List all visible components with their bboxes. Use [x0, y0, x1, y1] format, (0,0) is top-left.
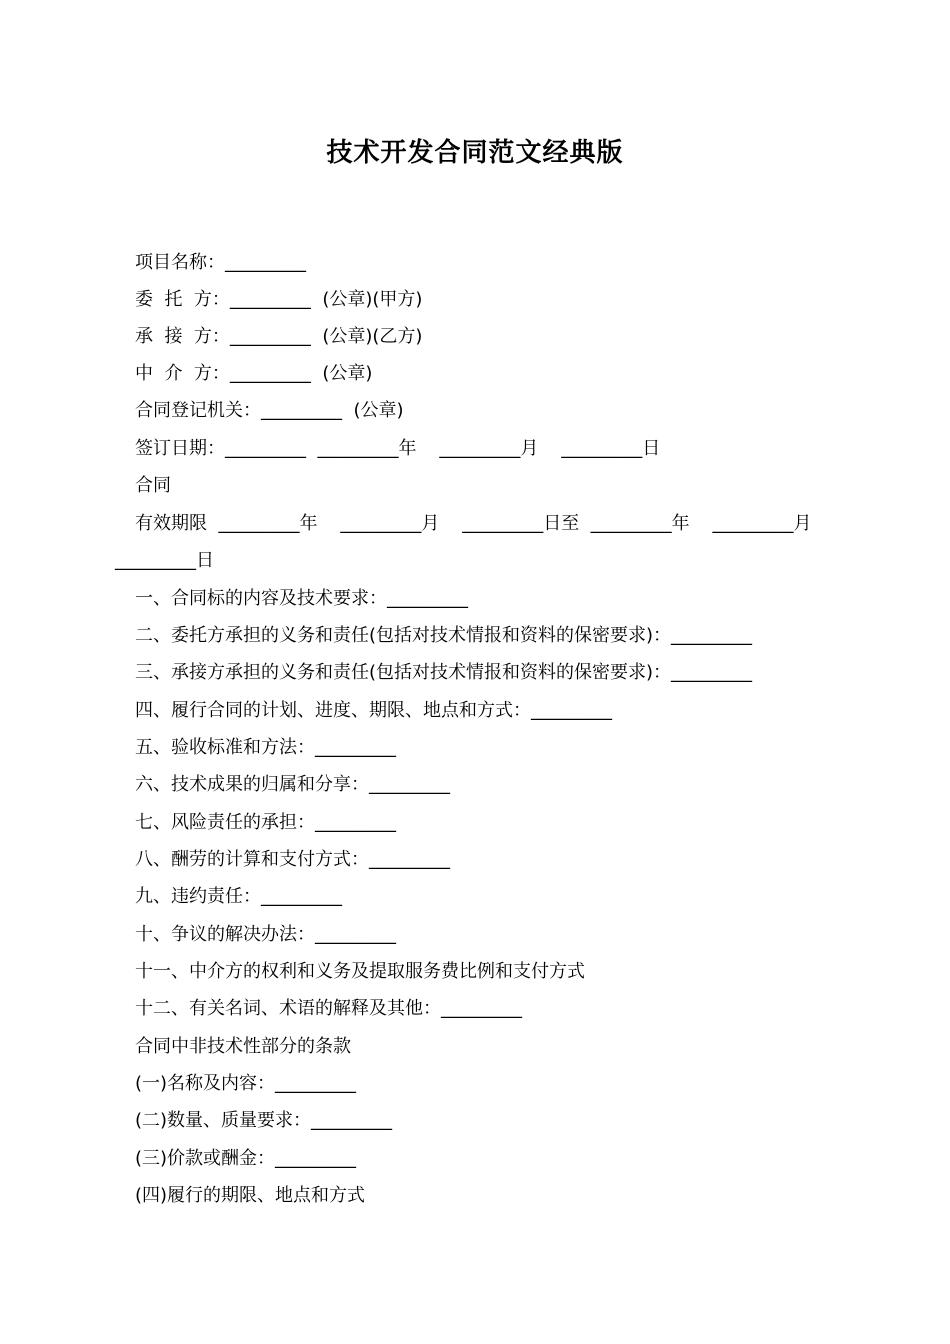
- clause-5: 五、验收标准和方法：_________: [135, 737, 396, 758]
- field-project-name: 项目名称：_________: [135, 252, 306, 273]
- clause-9: 九、违约责任：_________: [135, 886, 342, 907]
- clause-10: 十、争议的解决办法：_________: [135, 924, 396, 945]
- subclause-3: (三)价款或酬金：_________: [135, 1148, 357, 1169]
- field-contract-label: 合同: [135, 475, 171, 496]
- clause-2: 二、委托方承担的义务和责任(包括对技术情报和资料的保密要求)：_________: [135, 625, 753, 646]
- subclause-4: (四)履行的期限、地点和方式: [135, 1185, 366, 1206]
- clause-7: 七、风险责任的承担：_________: [135, 812, 396, 833]
- clause-6: 六、技术成果的归属和分享：_________: [135, 774, 450, 795]
- clause-8: 八、酬劳的计算和支付方式：_________: [135, 849, 450, 870]
- clause-11: 十一、中介方的权利和义务及提取服务费比例和支付方式: [135, 961, 585, 982]
- non-technical-heading: 合同中非技术性部分的条款: [135, 1036, 351, 1057]
- field-client: 委 托 方：_________ (公章)(甲方): [135, 289, 423, 310]
- field-validity-period: 有效期限 _________年 _________月 _________日至 _________年 _________月: [135, 513, 812, 534]
- field-intermediary: 中 介 方：_________ (公章): [135, 363, 373, 384]
- clause-1: 一、合同标的内容及技术要求：_________: [135, 588, 468, 609]
- subclause-2: (二)数量、质量要求：_________: [135, 1110, 393, 1131]
- clause-3: 三、承接方承担的义务和责任(包括对技术情报和资料的保密要求)：_________: [135, 662, 753, 683]
- clause-4: 四、履行合同的计划、进度、期限、地点和方式：_________: [135, 700, 612, 721]
- clause-12: 十二、有关名词、术语的解释及其他：_________: [135, 998, 522, 1019]
- document-title: 技术开发合同范文经典版: [326, 138, 624, 168]
- field-contractor: 承 接 方：_________ (公章)(乙方): [135, 326, 423, 347]
- subclause-1: (一)名称及内容：_________: [135, 1073, 357, 1094]
- field-validity-period-end: _________日: [115, 550, 214, 571]
- field-registration-authority: 合同登记机关：_________ (公章): [135, 400, 404, 421]
- field-signing-date: 签订日期：_________ _________年 _________月 _________日: [135, 438, 661, 459]
